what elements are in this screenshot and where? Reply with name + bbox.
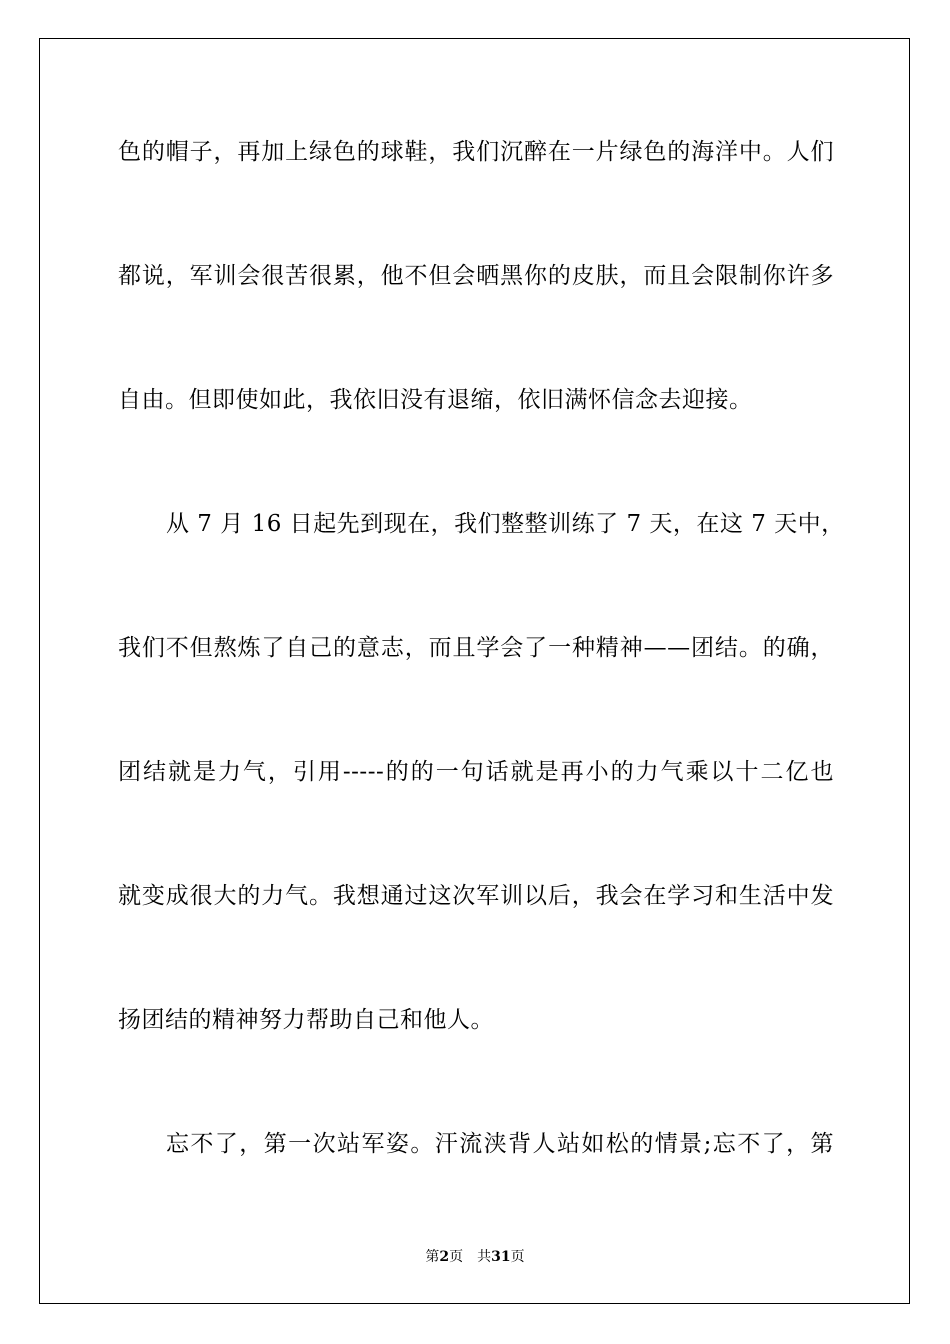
text-line-4: 从 7 月 16 日起先到现在，我们整整训练了 7 天，在这 7 天中， — [166, 511, 845, 537]
page-border — [39, 38, 910, 1304]
text-line-3: 自由。但即使如此，我依旧没有退缩，依旧满怀信念去迎接。 — [118, 387, 753, 413]
text-line-2: 都说，军训会很苦很累，他不但会晒黑你的皮肤，而且会限制你许多 — [118, 263, 834, 289]
text-line-5: 我们不但熬炼了自己的意志，而且学会了一种精神——团结。的确， — [118, 635, 834, 661]
footer-total-prefix: 共 — [477, 1249, 492, 1265]
footer-page-suffix: 页 — [449, 1249, 464, 1265]
text-line-9: 忘不了，第一次站军姿。汗流浃背人站如松的情景;忘不了，第 — [166, 1131, 834, 1157]
page-footer — [0, 1248, 950, 1266]
text-line-8: 扬团结的精神努力帮助自己和他人。 — [118, 1007, 494, 1033]
footer-page-number: 2 — [439, 1249, 450, 1265]
footer-total-suffix: 页 — [510, 1249, 525, 1265]
text-line-1: 色的帽子，再加上绿色的球鞋，我们沉醉在一片绿色的海洋中。人们 — [118, 139, 834, 165]
footer-page-prefix: 第 — [425, 1249, 440, 1265]
footer-total-pages: 31 — [491, 1249, 511, 1265]
text-line-6: 团结就是力气，引用-----的的一句话就是再小的力气乘以十二亿也 — [118, 759, 834, 785]
text-line-7: 就变成很大的力气。我想通过这次军训以后，我会在学习和生活中发 — [118, 883, 834, 909]
